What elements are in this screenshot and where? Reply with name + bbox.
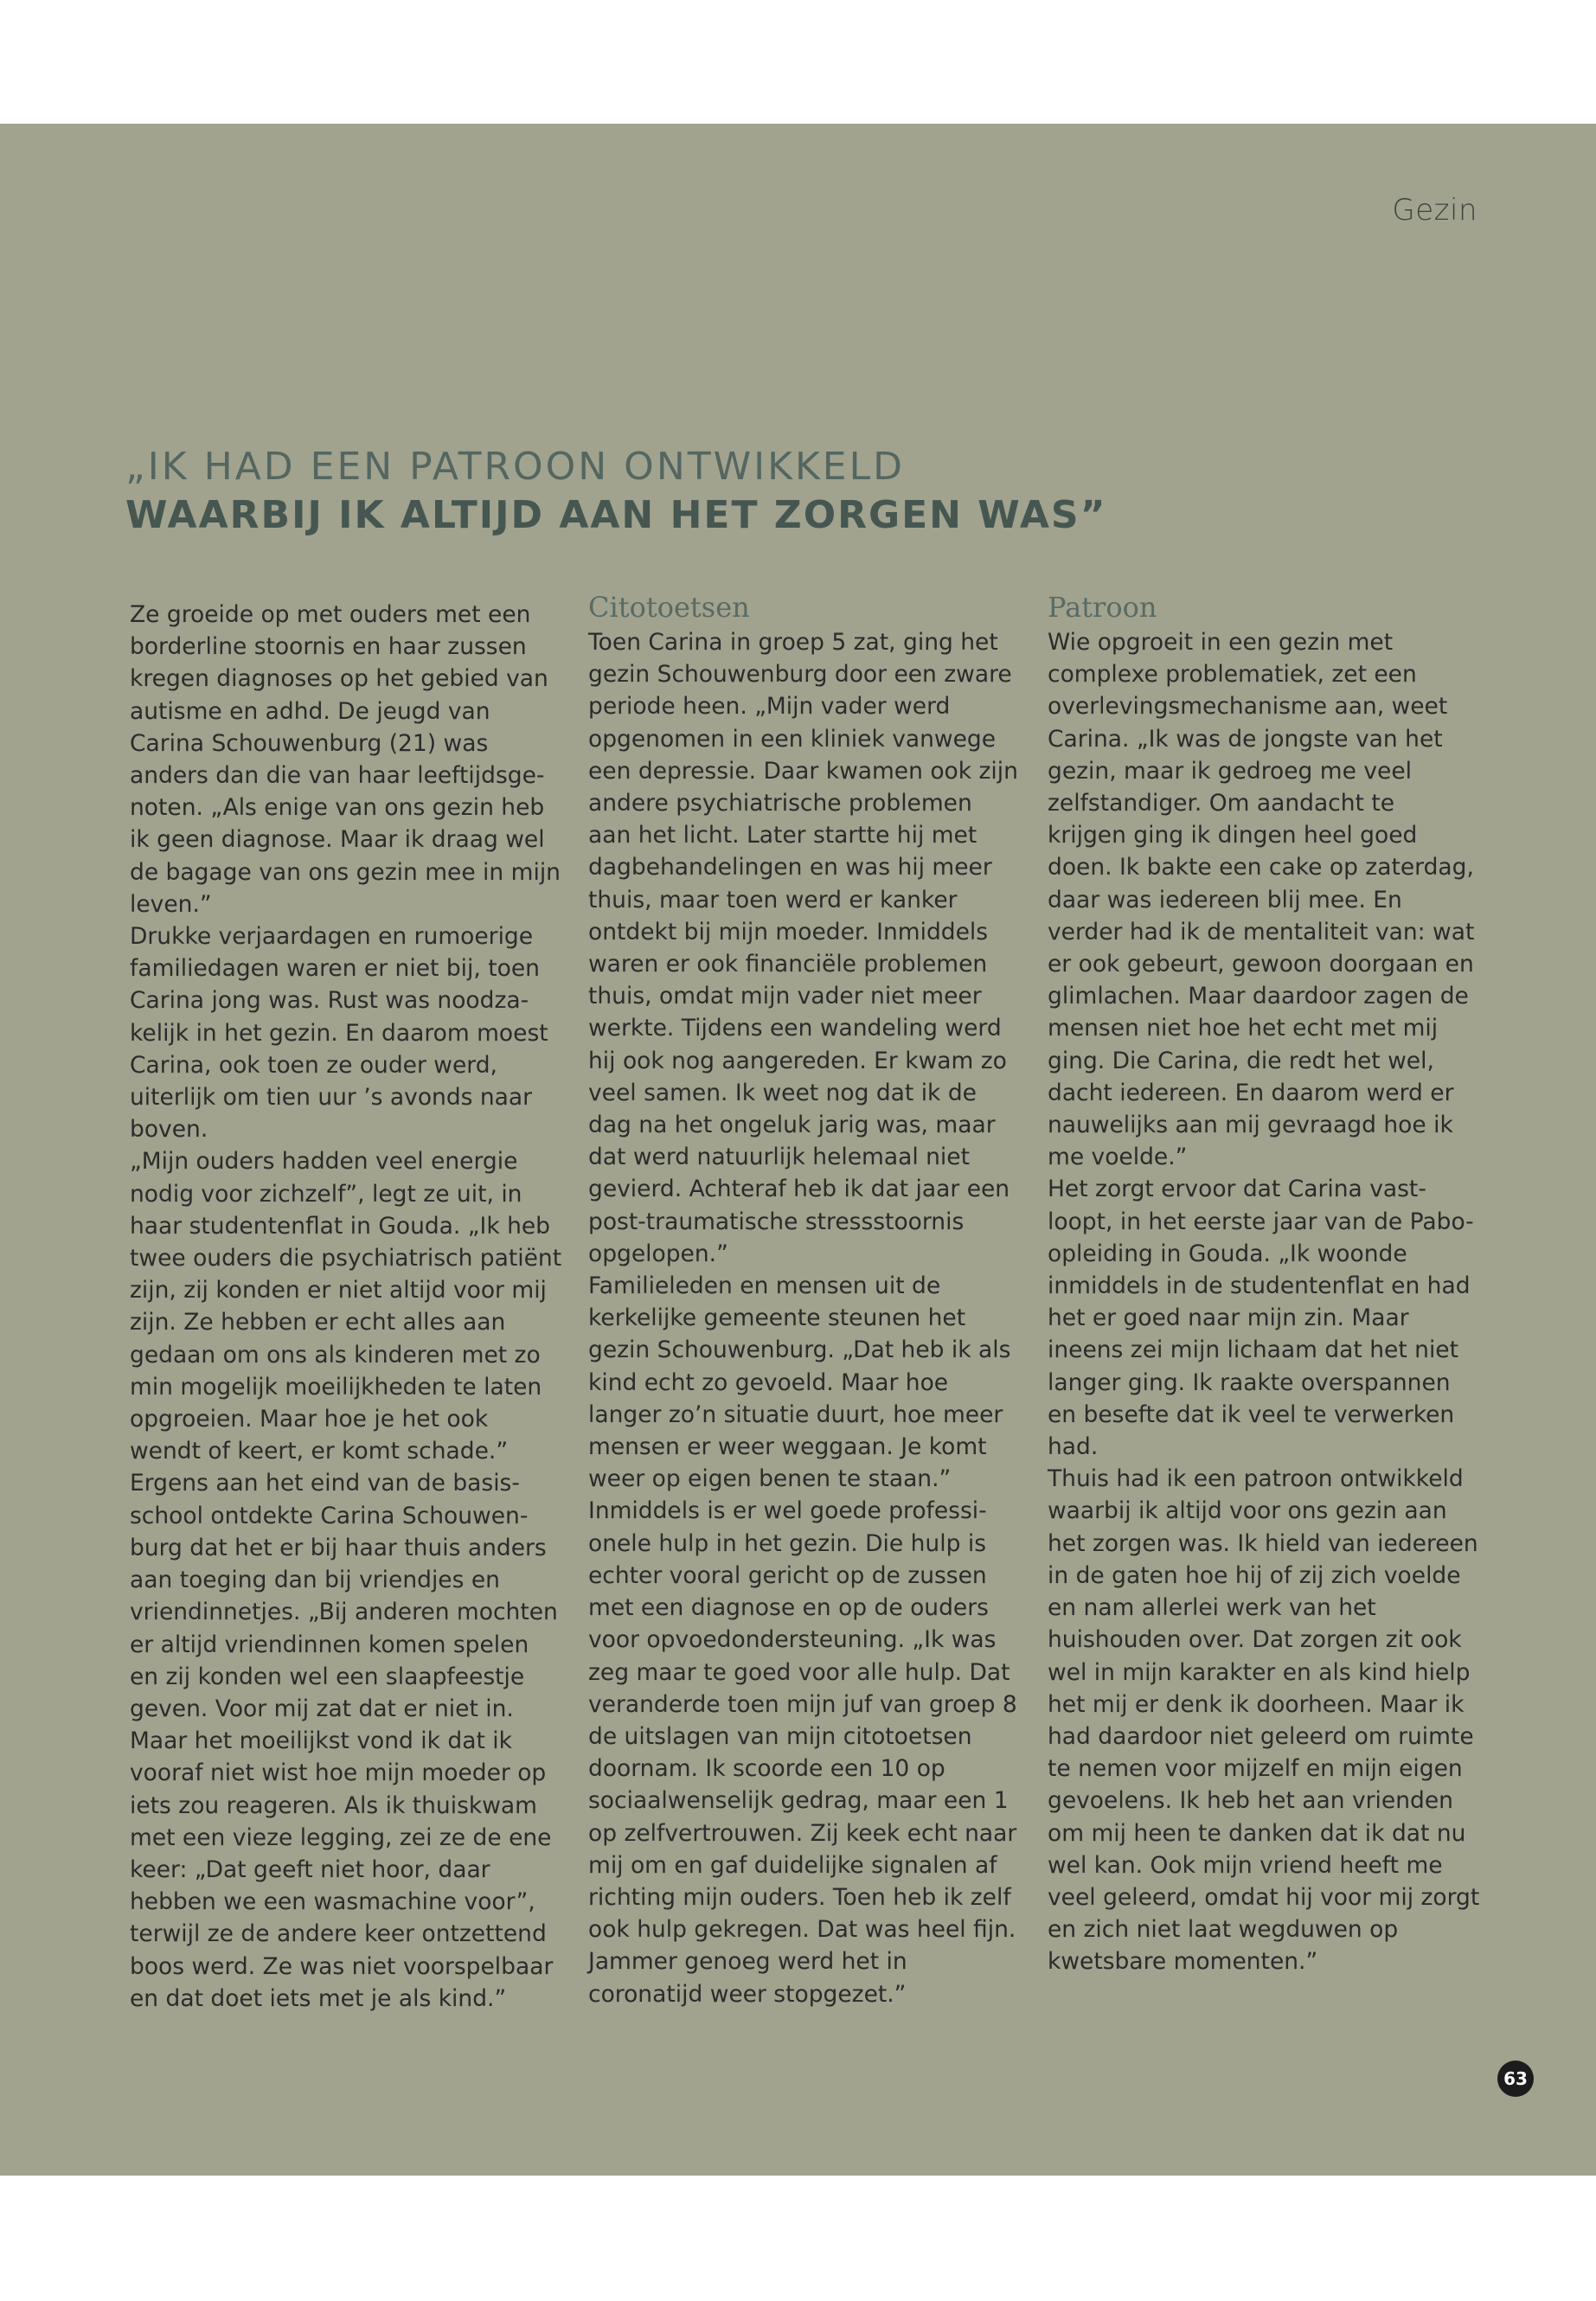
article-headline [125,443,1107,540]
headline-line-2: WAARBIJ IK ALTIJD AAN HET ZORGEN WAS” [125,493,1107,537]
subheading-citotoetsen: Citotoetsen [588,591,750,624]
paragraph: Ze groeide op met ouders met een borderline stoornis en haar zussen kregen diagnoses op het gebied van autisme en adhd. De jeugd van Carina Schouwenburg (21) was anders dan die van haar leeftijdsgenoten. „Als enige van ons gezin heb ik geen diagnose. Maar ik draag wel de bagage van ons gezin mee in mijn leven.” [130,601,561,918]
page-number-badge: 63 [1497,2061,1534,2097]
headline-line-1: „IK HAD EEN PATROON ONTWIKKELD [125,445,905,489]
paragraph: Toen Carina in groep 5 zat, ging het gezin Schouwenburg door een zware periode heen. „Mijn vader werd opgenomen in een kliniek vanwege een depressie. Daar kwamen ook zijn andere psychiatrische problemen aan het licht. Later startte hij met dagbehandelingen en was hij meer thuis, maar toen werd er kanker ontdekt bij mijn moeder. Inmiddels waren er ook financiële problemen thuis, omdat mijn vader niet meer werkte. Tijdens een wandeling werd hij ook nog aangereden. Er kwam zo veel samen. Ik weet nog dat ik de dag na het ongeluk jarig was, maar dat werd natuurlijk helemaal niet gevierd. Achteraf heb ik dat jaar een post-traumatische stressstoornis opgelopen.” [588,629,1018,1267]
paragraph: Drukke verjaardagen en rumoerige familiedagen waren er niet bij, toen Carina jong was. Rust was noodzakelijk in het gezin. En daarom moest Carina, ook toen ze ouder werd, uiterlijk om tien uur ’s avonds naar boven. [130,923,548,1144]
paragraph: Het zorgt ervoor dat Carina vastloopt, in het eerste jaar van de Pabo-opleiding in Gouda. „Ik woonde inmiddels in de studentenflat en had het er goed naar mijn zin. Maar ineens zei mijn lichaam dat het niet langer ging. Ik raakte overspannen en besefte dat ik veel te verwerken had. [1048,1176,1474,1461]
column-2 [588,588,1021,2010]
paragraph: Familieleden en mensen uit de kerkelijke gemeente steunen het gezin Schouwenburg. „Dat heb ik als kind echt zo gevoeld. Maar hoe langer zo’n situatie duurt, hoe meer mensen er weer weggaan. Je komt weer op eigen benen te staan.” [588,1272,1011,1493]
column-1 [130,599,562,2015]
paragraph: Inmiddels is er wel goede professionele hulp in het gezin. Die hulp is echter vooral gericht op de zussen met een diagnose en op de ouders voor opvoedondersteuning. „Ik was zeg maar te goed voor alle hulp. Dat veranderde toen mijn juf van groep 8 de uitslagen van mijn citotoetsen doornam. Ik scoorde een 10 op sociaalwenselijk gedrag, maar een 1 op zelfvertrouwen. Zij keek echt naar mij om en gaf duidelijke signalen af richting mijn ouders. Toen heb ik zelf ook hulp gekregen. Dat was heel fijn. Jammer genoeg werd het in coronatijd weer stopgezet.” [588,1497,1017,2008]
paragraph: Ergens aan het eind van de basisschool ontdekte Carina Schouwenburg dat het er bij haar thuis anders aan toeging dan bij vriendjes en vriendinnetjes. „Bij anderen mochten er altijd vriendinnen komen spelen en zij konden wel een slaapfeestje geven. Voor mij zat dat er niet in. Maar het moeilijkst vond ik dat ik vooraf niet wist hoe mijn moeder op iets zou reageren. Als ik thuiskwam met een vieze legging, zei ze de ene keer: „Dat geeft niet hoor, daar hebben we een wasmachine voor”, terwijl ze de andere keer ontzettend boos werd. Ze was niet voorspelbaar en dat doet iets met je als kind.” [130,1470,558,2012]
section-label: Gezin [1392,193,1477,228]
column-3 [1048,588,1480,1978]
paragraph: „Mijn ouders hadden veel energie nodig voor zichzelf”, legt ze uit, in haar studentenflat in Gouda. „Ik heb twee ouders die psychiatrisch patiënt zijn, zij konden er niet altijd voor mij zijn. Ze hebben er echt alles aan gedaan om ons als kinderen met zo min mogelijk moeilijkheden te laten opgroeien. Maar hoe je het ook wendt of keert, er komt schade.” [130,1148,562,1465]
paragraph: Thuis had ik een patroon ontwikkeld waarbij ik altijd voor ons gezin aan het zorgen was. Ik hield van iedereen in de gaten hoe hij of zij zich voelde en nam allerlei werk van het huishouden over. Dat zorgen zit ook wel in mijn karakter en als kind hielp het mij er denk ik doorheen. Maar ik had daardoor niet geleerd om ruimte te nemen voor mijzelf en mijn eigen gevoelens. Ik heb het aan vrienden om mij heen te danken dat ik dat nu wel kan. Ook mijn vriend heeft me veel geleerd, omdat hij voor mij zorgt en zich niet laat wegduwen op kwetsbare momenten.” [1048,1465,1480,1976]
paragraph: Wie opgroeit in een gezin met complexe problematiek, zet een overlevingsmechanisme aan, weet Carina. „Ik was de jongste van het gezin, maar ik gedroeg me veel zelfstandiger. Om aandacht te krijgen ging ik dingen heel goed doen. Ik bakte een cake op zaterdag, daar was iedereen blij mee. En verder had ik de mentaliteit van: wat er ook gebeurt, gewoon doorgaan en glimlachen. Maar daardoor zagen de mensen niet hoe het echt met mij ging. Die Carina, die redt het wel, dacht iedereen. En daarom werd er nauwelijks aan mij gevraagd hoe ik me voelde.” [1048,629,1475,1171]
subheading-patroon: Patroon [1048,591,1157,624]
